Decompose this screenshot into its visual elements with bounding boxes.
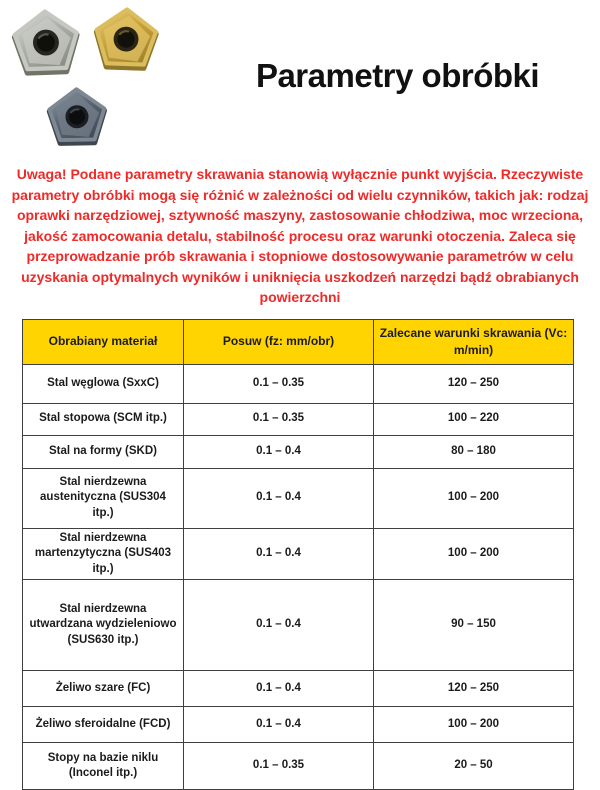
material-cell: Stal nierdzewna martenzytyczna (SUS403 itp.) — [23, 528, 184, 580]
dark-insert-graphic — [44, 84, 109, 151]
header-cutting-speed: Zalecane warunki skrawania (Vc: m/min) — [374, 319, 574, 364]
hero-section — [0, 0, 600, 158]
material-cell: Stal węglowa (SxxC) — [23, 364, 184, 403]
feed-cell: 0.1 – 0.4 — [184, 707, 374, 743]
speed-cell: 120 – 250 — [374, 364, 574, 403]
material-cell: Stal nierdzewna utwardzana wydzieleniowo (SUS630 itp.) — [23, 580, 184, 671]
feed-cell: 0.1 – 0.4 — [184, 528, 374, 580]
header-material: Obrabiany materiał — [23, 319, 184, 364]
table-row — [23, 403, 574, 435]
speed-cell: 100 – 200 — [374, 528, 574, 580]
table-row — [23, 468, 574, 528]
header-feed: Posuw (fz: mm/obr) — [184, 319, 374, 364]
table-row — [23, 528, 574, 580]
feed-cell: 0.1 – 0.35 — [184, 403, 374, 435]
speed-cell: 120 – 250 — [374, 671, 574, 707]
material-cell: Stopy na bazie niklu (Inconel itp.) — [23, 743, 184, 790]
feed-cell: 0.1 – 0.35 — [184, 743, 374, 790]
speed-cell: 90 – 150 — [374, 580, 574, 671]
table-row — [23, 364, 574, 403]
machining-parameters-table — [22, 319, 574, 790]
table-row — [23, 671, 574, 707]
material-cell: Żeliwo sferoidalne (FCD) — [23, 707, 184, 743]
table-row — [23, 707, 574, 743]
speed-cell: 100 – 200 — [374, 468, 574, 528]
speed-cell: 20 – 50 — [374, 743, 574, 790]
feed-cell: 0.1 – 0.4 — [184, 671, 374, 707]
table-row — [23, 580, 574, 671]
pentagonal-milling-insert-dark-image — [44, 84, 109, 151]
speed-cell: 80 – 180 — [374, 435, 574, 468]
warning-paragraph: Uwaga! Podane parametry skrawania stanowią wyłącznie punkt wyjścia. Rzeczywiste parametry obróbki mogą się różnić w zależności od wielu czynników, takich jak: rodzaj oprawki narzędziowej, sztywność maszyny, zastosowanie chłodziwa, moc wrzeciona, jakość zamocowania detalu, stabilność procesu oraz warunki otoczenia. Zaleca się przeprowadzanie prób skrawania i stopniowe dostosowywanie parametrów w celu uzyskania optymalnych wyników i uniknięcia uszkodzeń narzędzi bądź obrabianych powierzchni — [10, 164, 590, 308]
feed-cell: 0.1 – 0.4 — [184, 468, 374, 528]
silver-insert-graphic — [9, 7, 83, 81]
material-cell: Stal na formy (SKD) — [23, 435, 184, 468]
speed-cell: 100 – 220 — [374, 403, 574, 435]
table-header-row — [23, 319, 574, 364]
gold-insert-graphic — [90, 5, 162, 76]
material-cell: Stal nierdzewna austenityczna (SUS304 itp.) — [23, 468, 184, 528]
material-cell: Żeliwo szare (FC) — [23, 671, 184, 707]
feed-cell: 0.1 – 0.4 — [184, 580, 374, 671]
speed-cell: 100 – 200 — [374, 707, 574, 743]
pentagonal-milling-insert-silver-image — [9, 7, 83, 81]
feed-cell: 0.1 – 0.35 — [184, 364, 374, 403]
table-row — [23, 435, 574, 468]
pentagonal-milling-insert-gold-image — [90, 5, 162, 76]
feed-cell: 0.1 – 0.4 — [184, 435, 374, 468]
page-title: Parametry obróbki — [205, 56, 590, 96]
material-cell: Stal stopowa (SCM itp.) — [23, 403, 184, 435]
